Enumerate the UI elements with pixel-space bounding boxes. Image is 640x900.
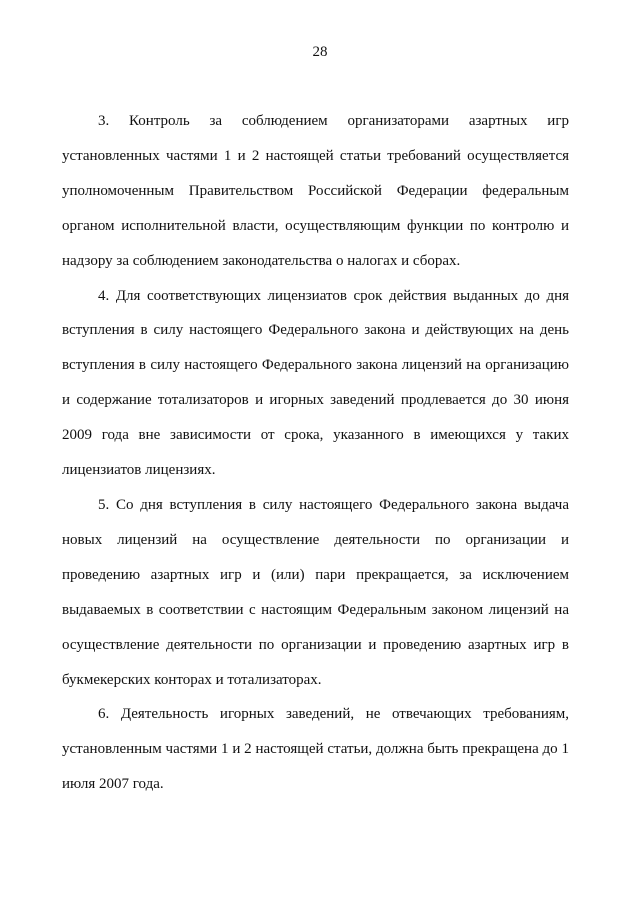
paragraph-5: 5. Со дня вступления в силу настоящего Федерального закона выдача новых лицензий на осуществление деятельности по организации и проведению азартных игр и (или) пари прекращается, за исключением выдаваемых в соответствии с настоящим Федеральным законом лицензий на осуществление деятельности по организации и проведению азартных игр в букмекерских конторах и тотализаторах.: [62, 496, 569, 688]
document-body: [62, 104, 569, 802]
paragraph-3: 3. Контроль за соблюдением организаторами азартных игр установленных частями 1 и 2 настоящей статьи требований осуществляется уполномоченным Правительством Российской Федерации федеральным органом исполнительной власти, осуществляющим функции по контролю и надзору за соблюдением законодательства о налогах и сборах.: [62, 113, 569, 269]
paragraph-6: 6. Деятельность игорных заведений, не отвечающих требованиям, установленным частями 1 и 2 настоящей статьи, должна быть прекращена до 1 июля 2007 года.: [62, 706, 569, 793]
page-number: 28: [312, 44, 328, 60]
paragraph-4: 4. Для соответствующих лицензиатов срок действия выданных до дня вступления в силу настоящего Федерального закона и действующих на день вступления в силу настоящего Федерального закона лицензий на организацию и содержание тотализаторов и игорных заведений продлевается до 30 июня 2009 года вне зависимости от срока, указанного в имеющихся у таких лицензиатов лицензиях.: [62, 287, 569, 479]
